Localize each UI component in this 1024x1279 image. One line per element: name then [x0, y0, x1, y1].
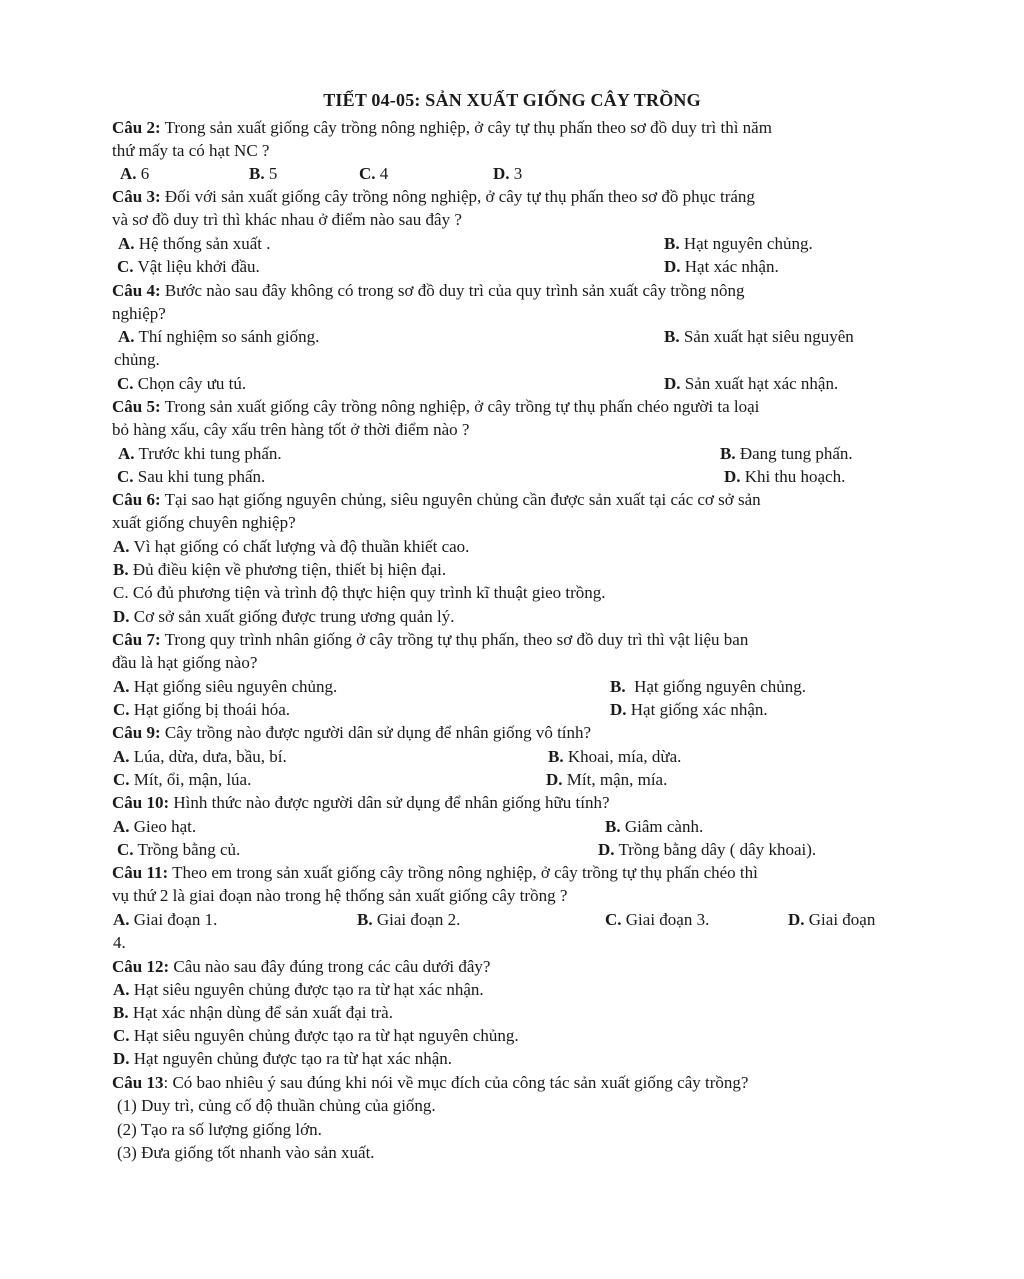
option-c: C. Hạt siêu nguyên chủng được tạo ra từ hạt nguyên chủng. [113, 1026, 519, 1045]
question-3: Câu 3: Đối với sản xuất giống cây trồng nông nghiệp, ở cây tự thụ phấn theo sơ đồ phục tráng [112, 187, 755, 206]
option-d: D. Cơ sở sản xuất giống được trung ương quản lý. [113, 607, 455, 626]
option-b: B. Hạt xác nhận dùng để sản xuất đại trà. [113, 1003, 393, 1022]
question-2 [112, 116, 772, 139]
option-a: A. Gieo hạt. [113, 817, 197, 836]
option-b: B. Sản xuất hạt siêu nguyên [664, 327, 854, 346]
option-b: B. 5 [249, 164, 278, 183]
option-a: A. Trước khi tung phấn. [118, 444, 282, 463]
question-7: Câu 7: Trong quy trình nhân giống ở cây trồng tự thụ phấn, theo sơ đồ duy trì thì vật liệu ban [112, 630, 749, 649]
question-text-cont: nghiệp? [112, 304, 166, 323]
option-d: D. Hạt giống xác nhận. [610, 700, 768, 719]
option-d: D. Sản xuất hạt xác nhận. [664, 374, 839, 393]
option-b: B. Giai đoạn 2. [357, 910, 461, 929]
option-b: B. Hạt giống nguyên chủng. [610, 677, 806, 696]
page-title: TIẾT 04-05: SẢN XUẤT GIỐNG CÂY TRỒNG [323, 90, 701, 110]
option-c: C. 4 [359, 164, 389, 183]
option-b: B. Hạt nguyên chủng. [664, 234, 813, 253]
option-d-cont: 4. [113, 933, 126, 952]
option-a: A. Thí nghiệm so sánh giống. [118, 327, 320, 346]
option-d: D. Trồng bằng dây ( dây khoai). [598, 840, 817, 859]
option-b: B. Đủ điều kiện về phương tiện, thiết bị hiện đại. [113, 560, 447, 579]
option-b: B. Khoai, mía, dừa. [548, 747, 682, 766]
option-c: C. Hạt giống bị thoái hóa. [113, 700, 291, 719]
question-text-cont: thứ mấy ta có hạt NC ? [112, 141, 270, 160]
option-a: A. Giai đoạn 1. [113, 910, 218, 929]
question-5: Câu 5: Trong sản xuất giống cây trồng nông nghiệp, ở cây trồng tự thụ phấn chéo người ta loại [112, 397, 760, 416]
question-text-cont: bỏ hàng xấu, cây xấu trên hàng tốt ở thời điểm nào ? [112, 420, 470, 439]
statement-3: (3) Đưa giống tốt nhanh vào sản xuất. [117, 1143, 375, 1162]
question-text: Trong sản xuất giống cây trồng nông nghiệp, ở cây tự thụ phấn theo sơ đồ duy trì thì năm [164, 118, 772, 137]
question-label: Câu 2: [112, 118, 161, 137]
option-d: D. Giai đoạn [788, 910, 876, 929]
question-text-cont: và sơ đồ duy trì thì khác nhau ở điểm nào sau đây ? [112, 210, 462, 229]
option-a: A. Hạt siêu nguyên chủng được tạo ra từ hạt xác nhận. [113, 980, 484, 999]
option-b: B. Giâm cành. [605, 817, 704, 836]
question-13: Câu 13: Có bao nhiêu ý sau đúng khi nói về mục đích của công tác sản xuất giống cây trồng? [112, 1073, 749, 1092]
statement-2: (2) Tạo ra số lượng giống lớn. [117, 1120, 322, 1139]
option-d: D. Hạt nguyên chủng được tạo ra từ hạt xác nhận. [113, 1049, 452, 1068]
statement-1: (1) Duy trì, củng cố độ thuần chủng của giống. [117, 1096, 436, 1115]
option-c: C. Giai đoạn 3. [605, 910, 710, 929]
option-a: A. Vì hạt giống có chất lượng và độ thuần khiết cao. [113, 537, 470, 556]
option-c: C. Có đủ phương tiện và trình độ thực hiện quy trình kĩ thuật gieo trồng. [113, 583, 606, 602]
question-text-cont: đầu là hạt giống nào? [112, 653, 258, 672]
question-10: Câu 10: Hình thức nào được người dân sử dụng để nhân giống hữu tính? [112, 793, 610, 812]
option-c: C. Trồng bằng củ. [117, 840, 241, 859]
option-a: A. Hạt giống siêu nguyên chủng. [113, 677, 338, 696]
question-9: Câu 9: Cây trồng nào được người dân sử dụng để nhân giống vô tính? [112, 723, 592, 742]
option-a: A. Lúa, dừa, dưa, bầu, bí. [113, 747, 287, 766]
option-d: D. Hạt xác nhận. [664, 257, 779, 276]
question-6: Câu 6: Tại sao hạt giống nguyên chủng, siêu nguyên chủng cần được sản xuất tại các cơ sở sản [112, 490, 761, 509]
option-b-cont: chủng. [114, 350, 160, 369]
question-4: Câu 4: Bước nào sau đây không có trong sơ đồ duy trì của quy trình sản xuất cây trồng nông [112, 281, 745, 300]
option-a: A. Hệ thống sản xuất . [118, 234, 271, 253]
option-c: C. Vật liệu khởi đầu. [117, 257, 260, 276]
option-c: C. Sau khi tung phấn. [117, 467, 266, 486]
question-text-cont: xuất giống chuyên nghiệp? [112, 513, 296, 532]
option-d: D. 3 [493, 164, 523, 183]
question-12: Câu 12: Câu nào sau đây đúng trong các câu dưới đây? [112, 957, 491, 976]
option-b: B. Đang tung phấn. [720, 444, 853, 463]
option-a: A. 6 [120, 164, 150, 183]
question-text-cont: vụ thứ 2 là giai đoạn nào trong hệ thống sản xuất giống cây trồng ? [112, 886, 568, 905]
option-d: D. Mít, mận, mía. [546, 770, 668, 789]
option-d: D. Khi thu hoạch. [724, 467, 846, 486]
option-c: C. Chọn cây ưu tú. [117, 374, 247, 393]
question-11: Câu 11: Theo em trong sản xuất giống cây trồng nông nghiệp, ở cây trồng tự thụ phấn chéo thì [112, 863, 758, 882]
option-c: C. Mít, ổi, mận, lúa. [113, 770, 252, 789]
